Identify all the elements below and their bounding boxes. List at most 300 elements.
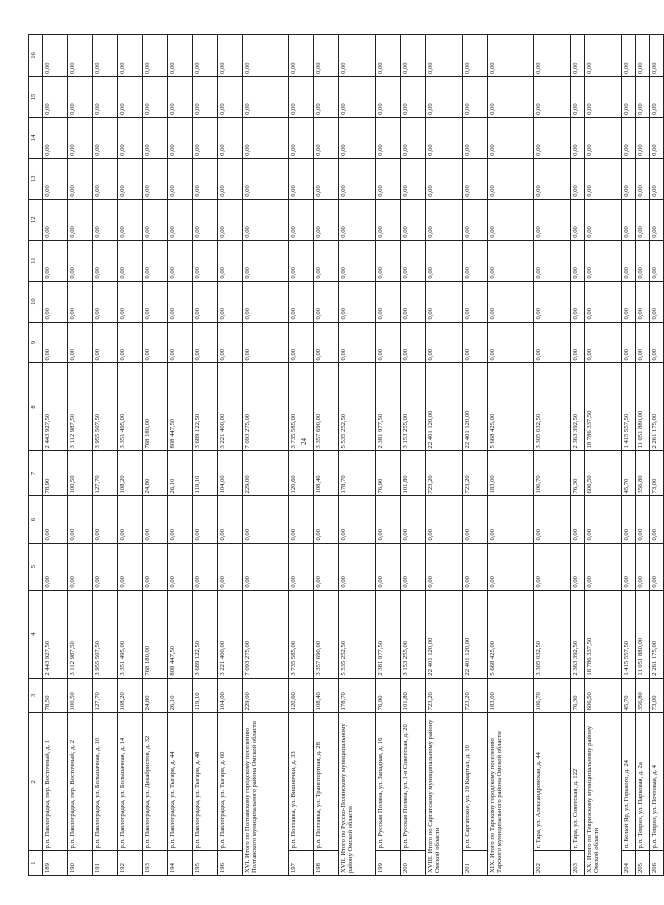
- value-cell: 0,00: [585, 240, 622, 281]
- value-cell: 3 351 495,00: [118, 363, 143, 451]
- value-cell: 0,00: [622, 199, 636, 240]
- value-cell: 0,00: [636, 117, 650, 158]
- value-cell: 0,00: [622, 158, 636, 199]
- value-cell: 0,00: [243, 199, 289, 240]
- value-cell: 0,00: [289, 35, 314, 77]
- column-header: 8: [29, 363, 43, 451]
- value-cell: 0,00: [118, 77, 143, 118]
- value-cell: 0,00: [488, 496, 534, 543]
- value-cell: 73,00: [650, 451, 664, 496]
- value-cell: 0,00: [650, 35, 664, 77]
- value-cell: 0,00: [401, 543, 426, 590]
- column-header: 9: [29, 322, 43, 363]
- value-cell: 0,00: [585, 281, 622, 322]
- value-cell: 0,00: [534, 543, 571, 590]
- row-number-cell: 196: [218, 851, 243, 876]
- value-cell: 0,00: [143, 158, 168, 199]
- value-cell: 108,20: [118, 678, 143, 713]
- value-cell: 0,00: [339, 77, 376, 118]
- value-cell: 0,00: [143, 281, 168, 322]
- value-cell: 0,00: [289, 240, 314, 281]
- value-cell: 0,00: [339, 281, 376, 322]
- value-cell: 0,00: [143, 496, 168, 543]
- value-cell: 3 955 507,50: [93, 363, 118, 451]
- row-number-cell: 205: [636, 851, 650, 876]
- value-cell: 0,00: [243, 543, 289, 590]
- value-cell: 24,80: [143, 451, 168, 496]
- row-number-cell: 193: [143, 851, 168, 876]
- value-cell: 0,00: [93, 158, 118, 199]
- value-cell: 0,00: [426, 240, 463, 281]
- value-cell: 2 261 175,00: [650, 590, 664, 678]
- value-cell: 0,00: [426, 117, 463, 158]
- value-cell: 2 261 175,00: [650, 363, 664, 451]
- value-cell: 78,50: [43, 678, 68, 713]
- value-cell: 0,00: [650, 322, 664, 363]
- value-cell: 3 689 122,50: [193, 363, 218, 451]
- value-cell: 0,00: [93, 496, 118, 543]
- value-cell: 119,10: [193, 678, 218, 713]
- value-cell: 22 401 120,00: [426, 590, 463, 678]
- value-cell: 0,00: [218, 281, 243, 322]
- value-cell: 0,00: [622, 35, 636, 77]
- row-number-cell: 206: [650, 851, 664, 876]
- value-cell: 5 535 252,50: [339, 590, 376, 678]
- value-cell: 0,00: [376, 158, 401, 199]
- value-cell: 0,00: [168, 158, 193, 199]
- value-cell: 127,70: [93, 451, 118, 496]
- value-cell: 0,00: [636, 35, 650, 77]
- value-cell: 0,00: [68, 35, 93, 77]
- value-cell: 0,00: [401, 158, 426, 199]
- value-cell: 0,00: [93, 240, 118, 281]
- value-cell: 0,00: [43, 322, 68, 363]
- value-cell: 0,00: [488, 240, 534, 281]
- table-row: [289, 35, 314, 876]
- value-cell: 0,00: [571, 35, 585, 77]
- value-cell: 0,00: [622, 117, 636, 158]
- value-cell: 0,00: [168, 240, 193, 281]
- value-cell: 0,00: [218, 158, 243, 199]
- value-cell: 0,00: [463, 117, 488, 158]
- row-number-cell: 203: [571, 851, 585, 876]
- value-cell: 0,00: [43, 240, 68, 281]
- value-cell: 2 381 977,50: [376, 590, 401, 678]
- value-cell: 0,00: [314, 543, 339, 590]
- value-cell: 0,00: [143, 35, 168, 77]
- table-row: [376, 35, 401, 876]
- value-cell: 0,00: [118, 281, 143, 322]
- value-cell: 0,00: [376, 322, 401, 363]
- value-cell: 0,00: [193, 158, 218, 199]
- table-row: [218, 35, 243, 876]
- total-label-cell: XX. Итого по Тевризскому муниципальному району Омской области: [585, 713, 622, 876]
- address-cell: р.п. Тевриз, ул. Парковая, д. 2а: [636, 713, 650, 851]
- value-cell: 2 363 392,50: [571, 363, 585, 451]
- value-cell: 0,00: [571, 240, 585, 281]
- address-cell: р.п. Павлоградка, ул. Большачная, д. 14: [118, 713, 143, 851]
- value-cell: 0,00: [93, 322, 118, 363]
- row-number-cell: 198: [314, 851, 339, 876]
- value-cell: 0,00: [401, 77, 426, 118]
- value-cell: 0,00: [622, 240, 636, 281]
- address-cell: р.п. Саргатское, ул. 19 Квартал, д. 10: [463, 713, 488, 851]
- value-cell: 183,00: [488, 451, 534, 496]
- column-header: 1: [29, 851, 43, 876]
- value-cell: 0,00: [585, 496, 622, 543]
- value-cell: 808 447,50: [168, 363, 193, 451]
- value-cell: 0,00: [376, 117, 401, 158]
- value-cell: 0,00: [289, 496, 314, 543]
- value-cell: 106,70: [534, 451, 571, 496]
- value-cell: 0,00: [339, 543, 376, 590]
- value-cell: 0,00: [243, 240, 289, 281]
- value-cell: 0,00: [463, 35, 488, 77]
- value-cell: 76,30: [571, 678, 585, 713]
- value-cell: 0,00: [118, 199, 143, 240]
- value-cell: 127,70: [93, 678, 118, 713]
- value-cell: 0,00: [193, 543, 218, 590]
- value-cell: 0,00: [218, 543, 243, 590]
- table-row: [93, 35, 118, 876]
- value-cell: 0,00: [243, 281, 289, 322]
- value-cell: 7 093 275,00: [243, 590, 289, 678]
- table-row: [43, 35, 68, 876]
- row-number-cell: 200: [401, 851, 426, 876]
- table-row: [118, 35, 143, 876]
- value-cell: 0,00: [289, 199, 314, 240]
- value-cell: 0,00: [571, 199, 585, 240]
- value-cell: 104,00: [218, 451, 243, 496]
- value-cell: 606,50: [585, 678, 622, 713]
- page-number: 24: [300, 438, 308, 445]
- value-cell: 178,70: [339, 678, 376, 713]
- value-cell: 76,90: [376, 451, 401, 496]
- value-cell: 0,00: [650, 117, 664, 158]
- value-cell: 73,00: [650, 678, 664, 713]
- value-cell: 0,00: [426, 496, 463, 543]
- value-cell: 0,00: [636, 496, 650, 543]
- total-label-cell: XVIII. Итого по Саргатскому муниципальному району Омской области: [426, 713, 463, 876]
- value-cell: 22 401 120,00: [426, 363, 463, 451]
- value-cell: 0,00: [376, 35, 401, 77]
- column-header: 12: [29, 199, 43, 240]
- value-cell: 0,00: [68, 322, 93, 363]
- value-cell: 2 443 927,50: [43, 363, 68, 451]
- value-cell: 0,00: [463, 240, 488, 281]
- value-cell: 0,00: [43, 158, 68, 199]
- value-cell: 0,00: [168, 496, 193, 543]
- value-cell: 0,00: [143, 117, 168, 158]
- value-cell: 2 443 927,50: [43, 590, 68, 678]
- value-cell: 3 305 032,50: [534, 590, 571, 678]
- value-cell: 0,00: [193, 496, 218, 543]
- table-row: [243, 35, 289, 876]
- value-cell: 11 051 880,00: [636, 363, 650, 451]
- value-cell: 0,00: [534, 158, 571, 199]
- value-cell: 0,00: [650, 158, 664, 199]
- value-cell: 108,40: [314, 678, 339, 713]
- value-cell: 0,00: [534, 322, 571, 363]
- value-cell: 0,00: [401, 240, 426, 281]
- value-cell: 0,00: [622, 77, 636, 118]
- value-cell: 0,00: [168, 35, 193, 77]
- value-cell: 0,00: [143, 240, 168, 281]
- value-cell: 3 955 507,50: [93, 590, 118, 678]
- address-cell: р.п. Полтавка, ул. Транспортная, д. 28: [314, 713, 339, 851]
- value-cell: 0,00: [463, 322, 488, 363]
- value-cell: 0,00: [43, 281, 68, 322]
- value-cell: 0,00: [534, 281, 571, 322]
- value-cell: 0,00: [463, 77, 488, 118]
- value-cell: 0,00: [426, 543, 463, 590]
- value-cell: 108,40: [314, 451, 339, 496]
- value-cell: 0,00: [289, 77, 314, 118]
- value-cell: 0,00: [571, 77, 585, 118]
- value-cell: 3 112 987,50: [68, 590, 93, 678]
- value-cell: 0,00: [93, 199, 118, 240]
- value-cell: 0,00: [68, 543, 93, 590]
- value-cell: 0,00: [289, 543, 314, 590]
- address-cell: р.п. Павлоградка, ул. Тыгаря, д. 60: [218, 713, 243, 851]
- table-row: [571, 35, 585, 876]
- value-cell: 0,00: [426, 35, 463, 77]
- value-cell: 0,00: [463, 281, 488, 322]
- value-cell: 0,00: [339, 158, 376, 199]
- value-cell: 0,00: [193, 117, 218, 158]
- table-row: [426, 35, 463, 876]
- value-cell: 0,00: [118, 117, 143, 158]
- table-row: [463, 35, 488, 876]
- value-cell: 0,00: [218, 496, 243, 543]
- rotated-page: [28, 34, 664, 876]
- value-cell: 0,00: [193, 281, 218, 322]
- value-cell: 0,00: [193, 199, 218, 240]
- value-cell: 0,00: [650, 199, 664, 240]
- value-cell: 0,00: [426, 322, 463, 363]
- address-cell: г. Тара, ул. Александровская, д. 44: [534, 713, 571, 851]
- value-cell: 0,00: [622, 496, 636, 543]
- value-cell: 0,00: [143, 543, 168, 590]
- value-cell: 18 786 337,50: [585, 363, 622, 451]
- value-cell: 0,00: [118, 240, 143, 281]
- table-row: [622, 35, 636, 876]
- value-cell: 0,00: [585, 543, 622, 590]
- table-row: [488, 35, 534, 876]
- table-body: [43, 35, 664, 876]
- value-cell: 0,00: [426, 77, 463, 118]
- value-cell: 723,20: [463, 678, 488, 713]
- value-cell: 0,00: [636, 77, 650, 118]
- total-label-cell: XIX. Итого по Тарскому городскому поселению Тарского муниципального района Омской области: [488, 713, 534, 876]
- value-cell: 0,00: [218, 77, 243, 118]
- value-cell: 0,00: [168, 117, 193, 158]
- table-row: [585, 35, 622, 876]
- table-row: [650, 35, 664, 876]
- value-cell: 0,00: [243, 322, 289, 363]
- row-number-cell: 191: [93, 851, 118, 876]
- value-cell: 0,00: [93, 117, 118, 158]
- value-cell: 0,00: [314, 199, 339, 240]
- address-cell: р.п. Павлоградка, ул. Большачная, д. 10: [93, 713, 118, 851]
- value-cell: 3 221 400,00: [218, 363, 243, 451]
- value-cell: 100,50: [68, 678, 93, 713]
- table-row: [401, 35, 426, 876]
- value-cell: 0,00: [636, 199, 650, 240]
- value-cell: 0,00: [401, 199, 426, 240]
- value-cell: 0,00: [289, 117, 314, 158]
- value-cell: 0,00: [193, 240, 218, 281]
- value-cell: 0,00: [401, 35, 426, 77]
- table-row: [193, 35, 218, 876]
- value-cell: 3 305 032,50: [534, 363, 571, 451]
- value-cell: 808 447,50: [168, 590, 193, 678]
- value-cell: 0,00: [243, 117, 289, 158]
- value-cell: 0,00: [585, 322, 622, 363]
- value-cell: 0,00: [426, 199, 463, 240]
- value-cell: 0,00: [488, 199, 534, 240]
- value-cell: 0,00: [68, 158, 93, 199]
- value-cell: 106,70: [534, 678, 571, 713]
- value-cell: 0,00: [650, 77, 664, 118]
- column-header: 7: [29, 451, 43, 496]
- value-cell: 0,00: [650, 281, 664, 322]
- value-cell: 0,00: [534, 240, 571, 281]
- value-cell: 0,00: [289, 281, 314, 322]
- value-cell: 0,00: [193, 322, 218, 363]
- address-cell: р.п. Тевриз, ул. Почтовая, д. 4: [650, 713, 664, 851]
- value-cell: 0,00: [650, 543, 664, 590]
- value-cell: 0,00: [376, 496, 401, 543]
- value-cell: 0,00: [636, 240, 650, 281]
- row-number-cell: 197: [289, 851, 314, 876]
- total-label-cell: XVII. Итого по Русско-Полянскому муниципальному району Омской области: [339, 713, 376, 876]
- value-cell: 5 668 425,00: [488, 590, 534, 678]
- value-cell: 0,00: [339, 322, 376, 363]
- value-cell: 0,00: [488, 77, 534, 118]
- value-cell: 0,00: [376, 77, 401, 118]
- value-cell: 5 668 425,00: [488, 363, 534, 451]
- address-cell: г. Тара, ул. Советская, д. 122: [571, 713, 585, 851]
- value-cell: 0,00: [534, 117, 571, 158]
- address-cell: р.п. Павлоградка, пер. Восточный, д. 1: [43, 713, 68, 851]
- value-cell: 0,00: [376, 281, 401, 322]
- value-cell: 0,00: [68, 199, 93, 240]
- value-cell: 26,10: [168, 678, 193, 713]
- value-cell: 0,00: [585, 77, 622, 118]
- value-cell: 0,00: [571, 281, 585, 322]
- column-header: 6: [29, 496, 43, 543]
- value-cell: 0,00: [488, 281, 534, 322]
- column-header: 5: [29, 543, 43, 590]
- value-cell: 0,00: [43, 543, 68, 590]
- value-cell: 0,00: [463, 158, 488, 199]
- value-cell: 0,00: [289, 158, 314, 199]
- value-cell: 22 401 120,00: [463, 590, 488, 678]
- value-cell: 0,00: [193, 77, 218, 118]
- row-number-cell: 201: [463, 851, 488, 876]
- value-cell: 24,80: [143, 678, 168, 713]
- value-cell: 0,00: [571, 543, 585, 590]
- row-number-cell: 189: [43, 851, 68, 876]
- value-cell: 0,00: [401, 117, 426, 158]
- value-cell: 0,00: [585, 158, 622, 199]
- value-cell: 3 357 690,00: [314, 590, 339, 678]
- value-cell: 0,00: [636, 322, 650, 363]
- value-cell: 0,00: [376, 199, 401, 240]
- value-cell: 0,00: [118, 158, 143, 199]
- value-cell: 3 112 987,50: [68, 363, 93, 451]
- value-cell: 0,00: [314, 77, 339, 118]
- value-cell: 0,00: [118, 35, 143, 77]
- value-cell: 723,20: [426, 678, 463, 713]
- value-cell: 0,00: [488, 117, 534, 158]
- value-cell: 0,00: [218, 199, 243, 240]
- value-cell: 0,00: [143, 77, 168, 118]
- value-cell: 0,00: [650, 496, 664, 543]
- column-header: 13: [29, 158, 43, 199]
- value-cell: 0,00: [585, 35, 622, 77]
- value-cell: 0,00: [585, 117, 622, 158]
- value-cell: 76,30: [571, 451, 585, 496]
- value-cell: 76,90: [376, 678, 401, 713]
- column-header: 3: [29, 678, 43, 713]
- value-cell: 0,00: [118, 543, 143, 590]
- value-cell: 0,00: [622, 543, 636, 590]
- value-cell: 229,00: [243, 451, 289, 496]
- value-cell: 183,00: [488, 678, 534, 713]
- value-cell: 0,00: [636, 543, 650, 590]
- value-cell: 0,00: [463, 199, 488, 240]
- value-cell: 0,00: [488, 158, 534, 199]
- value-cell: 0,00: [585, 199, 622, 240]
- value-cell: 120,60: [289, 678, 314, 713]
- value-cell: 229,00: [243, 678, 289, 713]
- row-number-cell: 192: [118, 851, 143, 876]
- total-label-cell: XVI. Итого по Полтавскому городскому поселению Полтавского муниципального района Омской области: [243, 713, 289, 876]
- value-cell: 0,00: [339, 240, 376, 281]
- value-cell: 0,00: [168, 281, 193, 322]
- value-cell: 0,00: [401, 496, 426, 543]
- value-cell: 0,00: [43, 35, 68, 77]
- value-cell: 0,00: [243, 496, 289, 543]
- value-cell: 0,00: [339, 117, 376, 158]
- value-cell: 0,00: [488, 35, 534, 77]
- value-cell: 0,00: [571, 322, 585, 363]
- column-header: 4: [29, 590, 43, 678]
- value-cell: 178,70: [339, 451, 376, 496]
- value-cell: 0,00: [243, 35, 289, 77]
- value-cell: 0,00: [118, 496, 143, 543]
- value-cell: 0,00: [636, 281, 650, 322]
- value-cell: 3 153 255,00: [401, 363, 426, 451]
- value-cell: 0,00: [43, 77, 68, 118]
- value-cell: 0,00: [168, 543, 193, 590]
- value-cell: 1 415 557,50: [622, 590, 636, 678]
- value-cell: 1 415 557,50: [622, 363, 636, 451]
- value-cell: 0,00: [93, 281, 118, 322]
- value-cell: 768 180,00: [143, 363, 168, 451]
- row-number-cell: 195: [193, 851, 218, 876]
- value-cell: 0,00: [401, 281, 426, 322]
- row-number-cell: 199: [376, 851, 401, 876]
- value-cell: 120,60: [289, 451, 314, 496]
- row-number-cell: 204: [622, 851, 636, 876]
- value-cell: 100,50: [68, 451, 93, 496]
- value-cell: 0,00: [93, 77, 118, 118]
- value-cell: 356,80: [636, 451, 650, 496]
- value-cell: 0,00: [68, 496, 93, 543]
